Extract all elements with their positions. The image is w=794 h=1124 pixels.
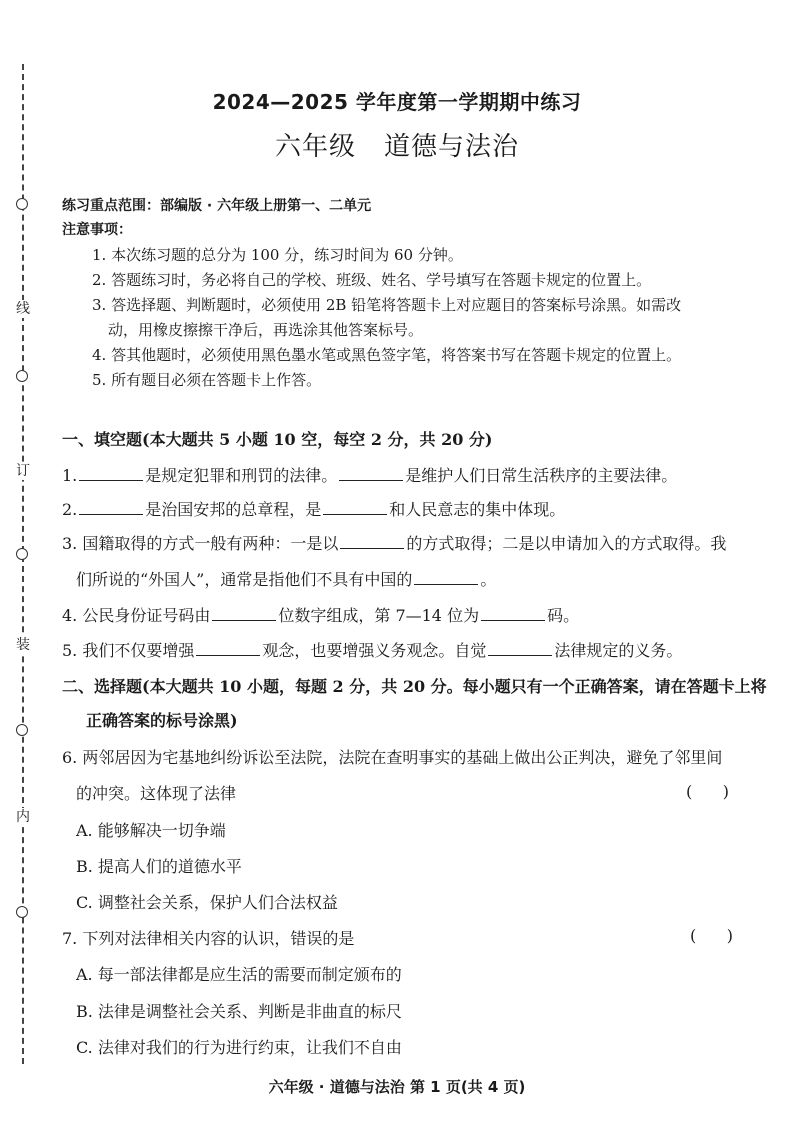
section1-heading: 一、填空题(本大题共 5 小题 10 空，每空 2 分，共 20 分) — [62, 430, 493, 449]
q5-text: 5. 我们不仅要增强 — [62, 641, 195, 660]
q1-number: 1. — [62, 466, 78, 485]
q5-text: 法律规定的义务。 — [554, 641, 683, 660]
question-5 — [62, 641, 682, 661]
binding-char-zhuang: 装 — [16, 637, 30, 653]
q2-text: 和人民意志的集中体现。 — [389, 500, 566, 519]
binding-hole-circle — [16, 724, 28, 736]
q3-text: 的方式取得；二是以申请加入的方式取得。我 — [406, 534, 727, 553]
binding-char-xian: 线 — [16, 301, 30, 317]
q7-answer-paren[interactable]: ( ) — [690, 926, 733, 945]
answer-blank[interactable] — [196, 654, 260, 656]
subject-label: 道德与法治 — [384, 132, 520, 162]
page-footer: 六年级 · 道德与法治 第 1 页(共 4 页) — [268, 1078, 526, 1096]
binding-hole-circle — [16, 548, 28, 560]
scope-line: 练习重点范围：部编版 · 六年级上册第一、二单元 — [62, 198, 372, 214]
binding-hole-circle — [16, 198, 28, 210]
binding-char-ding: 订 — [16, 463, 30, 479]
note-item: 2. 答题练习时，务必将自己的学校、班级、姓名、学号填写在答题卡规定的位置上。 — [92, 271, 652, 289]
answer-blank[interactable] — [339, 479, 403, 481]
binding-char-nei: 内 — [16, 809, 30, 825]
q7-stem: 7. 下列对法律相关内容的认识，错误的是 — [62, 929, 355, 948]
question-4 — [62, 606, 579, 626]
q5-text: 观念，也要增强义务观念。自觉 — [262, 641, 487, 660]
q4-text: 码。 — [547, 606, 580, 625]
question-1 — [62, 466, 677, 486]
section2-heading-cont: 正确答案的标号涂黑) — [86, 711, 238, 730]
section2-heading: 二、选择题(本大题共 10 小题，每题 2 分，共 20 分。每小题只有一个正确答案，请在答题卡上将 — [62, 677, 767, 696]
q6-option-b: B. 提高人们的道德水平 — [76, 857, 242, 876]
q6-option-a: A. 能够解决一切争端 — [76, 821, 226, 840]
note-item: 3. 答选择题、判断题时，必须使用 2B 铅笔将答题卡上对应题目的答案标号涂黑。如需改 — [92, 296, 682, 314]
answer-blank[interactable] — [79, 513, 143, 515]
q4-text: 4. 公民身份证号码由 — [62, 606, 211, 625]
q7-option-a: A. 每一部法律都是应生活的需要而制定颁布的 — [76, 965, 402, 984]
answer-blank[interactable] — [212, 619, 276, 621]
q3-text: 3. 国籍取得的方式一般有两种：一是以 — [62, 534, 339, 553]
grade-label: 六年级 — [274, 132, 356, 162]
q1-text: 是规定犯罪和刑罚的法律。 — [145, 466, 338, 485]
q2-number: 2. — [62, 500, 78, 519]
exam-title: 2024—2025 学年度第一学期期中练习 — [212, 90, 582, 114]
exam-subtitle — [0, 126, 794, 163]
answer-blank[interactable] — [340, 547, 404, 549]
question-3-cont — [76, 570, 496, 590]
q6-stem: 6. 两邻居因为宅基地纠纷诉讼至法院，法院在查明事实的基础上做出公正判决，避免了邻里间 — [62, 748, 723, 767]
q7-option-b: B. 法律是调整社会关系、判断是非曲直的标尺 — [76, 1002, 402, 1021]
answer-blank[interactable] — [481, 619, 545, 621]
q4-text: 位数字组成，第 7—14 位为 — [278, 606, 480, 625]
binding-hole-circle — [16, 370, 28, 382]
binding-hole-circle — [16, 906, 28, 918]
q1-text: 是维护人们日常生活秩序的主要法律。 — [405, 466, 678, 485]
note-item: 5. 所有题目必须在答题卡上作答。 — [92, 371, 322, 389]
question-2 — [62, 500, 565, 520]
question-3 — [62, 534, 726, 554]
q6-answer-paren[interactable]: ( ) — [686, 782, 729, 801]
answer-blank[interactable] — [79, 479, 143, 481]
q7-option-c: C. 法律对我们的行为进行约束，让我们不自由 — [76, 1038, 402, 1057]
answer-blank[interactable] — [488, 654, 552, 656]
answer-blank[interactable] — [414, 583, 478, 585]
note-item: 4. 答其他题时，必须使用黑色墨水笔或黑色签字笔，将答案书写在答题卡规定的位置上。 — [92, 346, 682, 364]
notes-heading: 注意事项： — [62, 222, 132, 238]
note-item: 1. 本次练习题的总分为 100 分，练习时间为 60 分钟。 — [92, 246, 463, 264]
answer-blank[interactable] — [323, 513, 387, 515]
q3-text: 们所说的“外国人”，通常是指他们不具有中国的 — [76, 570, 413, 589]
q6-option-c: C. 调整社会关系，保护人们合法权益 — [76, 893, 338, 912]
q6-stem: 的冲突。这体现了法律 — [76, 784, 237, 803]
note-item: 动，用橡皮擦擦干净后，再选涂其他答案标号。 — [108, 321, 424, 339]
q2-text: 是治国安邦的总章程，是 — [145, 500, 322, 519]
q3-text: 。 — [480, 570, 497, 589]
